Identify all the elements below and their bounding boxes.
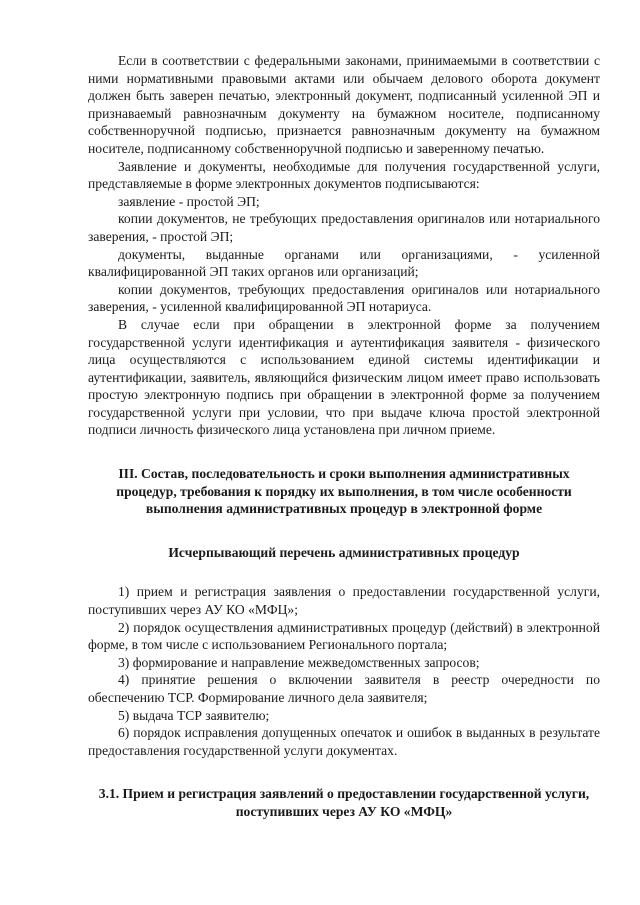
paragraph-application-simple-ep: заявление - простой ЭП; — [118, 193, 260, 209]
section-3-heading: III. Состав, последовательность и сроки выполнения административных процедур, требования к порядку их выполнения, в том числе особенности выполнения административных процедур в электронной форме — [116, 466, 572, 517]
list-item: 1) прием и регистрация заявления о предоставлении государственной услуги, поступивших через АУ КО «МФЦ»; — [88, 584, 600, 618]
list-item: 3) формирование и направление межведомственных запросов; — [118, 654, 480, 670]
paragraph-copies-notary: копии документов, требующих предоставления оригиналов или нотариального заверения, - усиленной квалифицированной ЭП нотариуса. — [88, 281, 600, 315]
list-item: 2) порядок осуществления административных процедур (действий) в электронной форме, в том числе с использованием Регионального портала; — [88, 619, 600, 653]
paragraph-signature-equivalence: Если в соответствии с федеральными законами, принимаемыми в соответствии с ними нормативными правовыми актами или обычаем делового оборота документ должен быть заверен печатью, электронный документ, подписанный усиленной ЭП и признаваемый равнозначным документу на бумажном носителе, подписанному собственноручной подписью, признается равнозначным документу на бумажном носителе, подписанному собственноручной подписью и заверенному печатью. — [88, 53, 600, 156]
list-item: 6) порядок исправления допущенных опечаток и ошибок в выданных в результате предоставления государственной услуги документах. — [88, 725, 600, 758]
section-3-1-heading: 3.1. Прием и регистрация заявлений о предоставлении государственной услуги, поступивших через АУ КО «МФЦ» — [98, 786, 590, 819]
paragraph-issued-documents: документы, выданные органами или организациями, - усиленной квалифицированной ЭП таких органов или организаций; — [88, 246, 600, 280]
paragraph-copies-simple-ep: копии документов, не требующих предоставления оригиналов или нотариального заверения, - простой ЭП; — [88, 211, 600, 244]
list-item: 5) выдача ТСР заявителю; — [118, 707, 270, 723]
paragraph-signing-requirements: Заявление и документы, необходимые для получения государственной услуги, представляемые в форме электронных документов подписываются: — [88, 158, 600, 192]
list-item: 4) принятие решения о включении заявителя в реестр очередности по обеспечению ТСР. Формирование личного дела заявителя; — [88, 672, 600, 705]
procedures-list — [88, 583, 600, 759]
procedures-list-heading: Исчерпывающий перечень административных процедур — [168, 544, 520, 560]
paragraph-esia-identification: В случае если при обращении в электронной форме за получением государственной услуги идентификация и аутентификация заявителя - физического лица осуществляются с использованием единой системы идентификации и аутентификации, заявитель, являющийся физическим лицом имеет право использовать простую электронную подпись при обращении в электронной форме за получением государственной услуги при условии, что при выдаче ключа простой электронной подписи личность физического лица установлена при личном приеме. — [88, 316, 600, 438]
